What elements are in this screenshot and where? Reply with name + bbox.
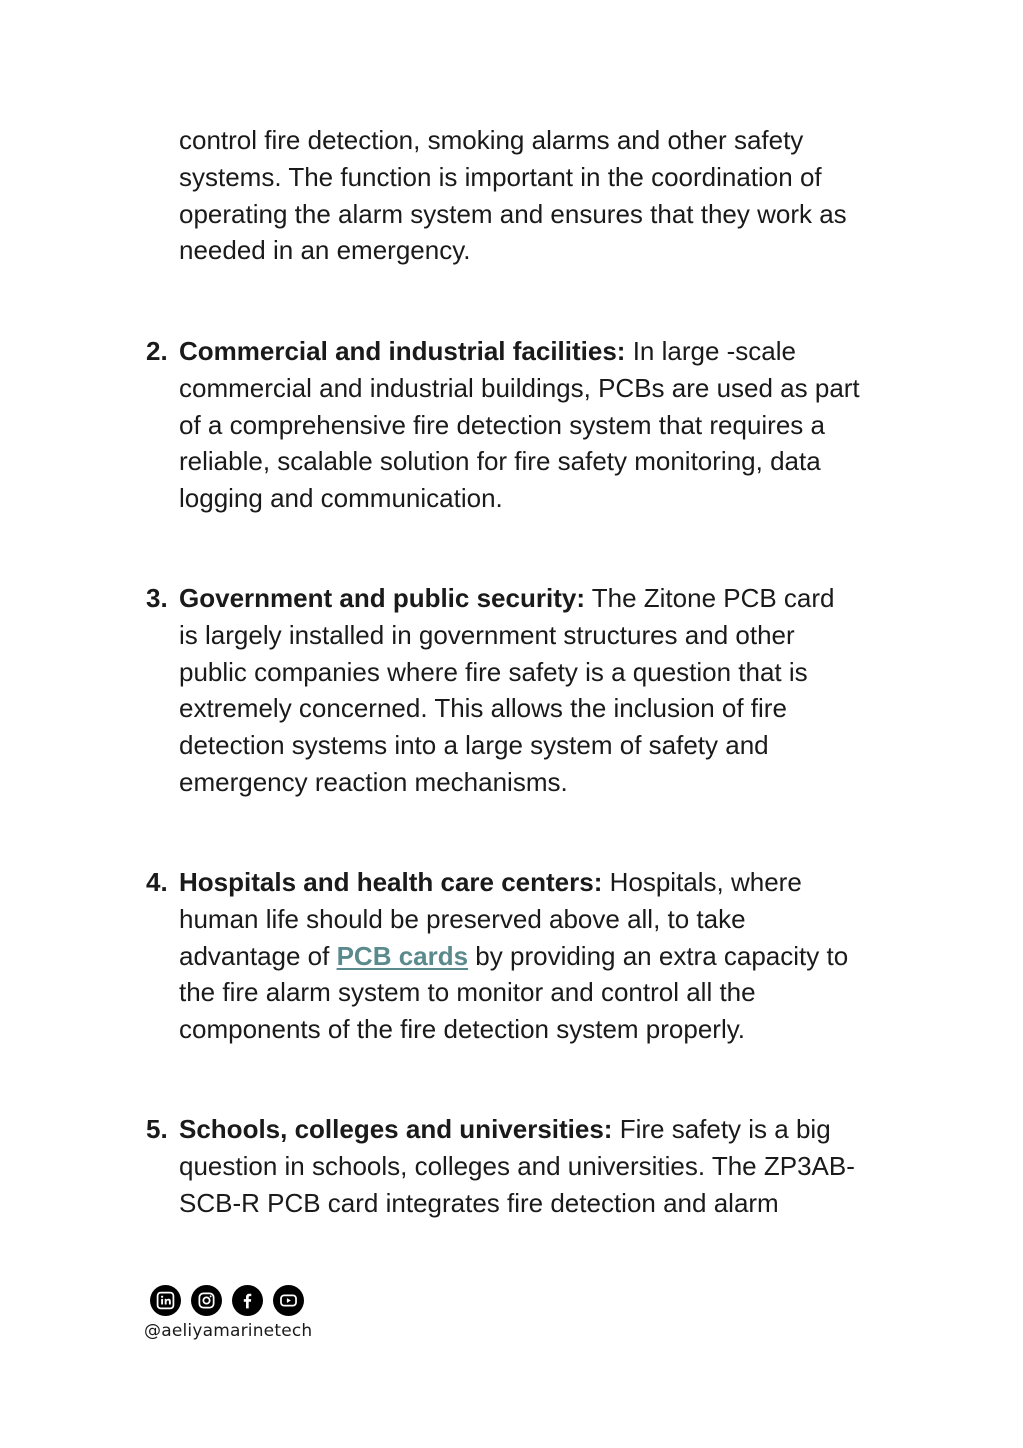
- text-line: [179, 1111, 924, 1148]
- text-line: [179, 864, 924, 901]
- list-item-heading: Hospitals and health care centers:: [179, 867, 603, 897]
- text-span: In large -scale: [625, 336, 796, 366]
- list-number: 5.: [146, 1114, 168, 1144]
- text-span: by providing an extra capacity to: [468, 940, 849, 971]
- pcb-cards-link[interactable]: PCB cards: [336, 940, 469, 971]
- list-item-content: [179, 580, 924, 801]
- text-line: operating the alarm system and ensures that they work as: [179, 198, 847, 229]
- instagram-icon[interactable]: [191, 1285, 222, 1316]
- list-item-content: [179, 333, 924, 517]
- text-line: control fire detection, smoking alarms and other safety: [179, 125, 804, 155]
- list-item-content: [179, 1111, 924, 1221]
- social-icons: [150, 1285, 304, 1316]
- text-line: components of the fire detection system properly.: [179, 1014, 746, 1045]
- text-line: is largely installed in government structures and other: [179, 619, 795, 650]
- list-item-heading: Government and public security:: [179, 583, 585, 613]
- list-item-heading: Commercial and industrial facilities:: [179, 336, 626, 366]
- text-line: systems. The function is important in the coordination of: [179, 161, 822, 192]
- text-line: human life should be preserved above all, to take: [179, 903, 746, 934]
- text-line: [179, 333, 924, 370]
- text-line: the fire alarm system to monitor and control all the: [179, 977, 756, 1008]
- list-item-content: [179, 864, 924, 1048]
- text-span: The Zitone PCB card: [584, 583, 835, 613]
- text-line: reliable, scalable solution for fire safety monitoring, data: [179, 446, 821, 477]
- text-line: emergency reaction mechanisms.: [179, 766, 568, 797]
- text-line: detection systems into a large system of safety and: [179, 730, 769, 761]
- list-number: 4.: [146, 867, 168, 897]
- linkedin-icon[interactable]: [150, 1285, 181, 1316]
- intro-paragraph: [179, 122, 919, 269]
- text-line: question in schools, colleges and universities. The ZP3AB-: [179, 1150, 855, 1181]
- facebook-icon[interactable]: [232, 1285, 263, 1316]
- text-line: needed in an emergency.: [179, 235, 471, 266]
- text-span: advantage of: [179, 940, 337, 971]
- list-item-heading: Schools, colleges and universities:: [179, 1114, 613, 1144]
- text-line: [179, 580, 924, 617]
- social-handle: @aeliyamarinetech: [144, 1321, 313, 1341]
- text-line: commercial and industrial buildings, PCBs are used as part: [179, 372, 860, 403]
- text-line: [179, 938, 924, 975]
- list-number: 3.: [146, 583, 168, 613]
- text-span: Fire safety is a big: [612, 1114, 831, 1144]
- youtube-icon[interactable]: [273, 1285, 304, 1316]
- text-line: of a comprehensive fire detection system that requires a: [179, 409, 825, 440]
- text-line: logging and communication.: [179, 483, 503, 514]
- text-span: Hospitals, where: [602, 867, 802, 897]
- text-line: SCB-R PCB card integrates fire detection and alarm: [179, 1187, 779, 1218]
- text-line: extremely concerned. This allows the inclusion of fire: [179, 693, 787, 724]
- text-line: public companies where fire safety is a question that is: [179, 656, 808, 687]
- list-number: 2.: [146, 336, 168, 366]
